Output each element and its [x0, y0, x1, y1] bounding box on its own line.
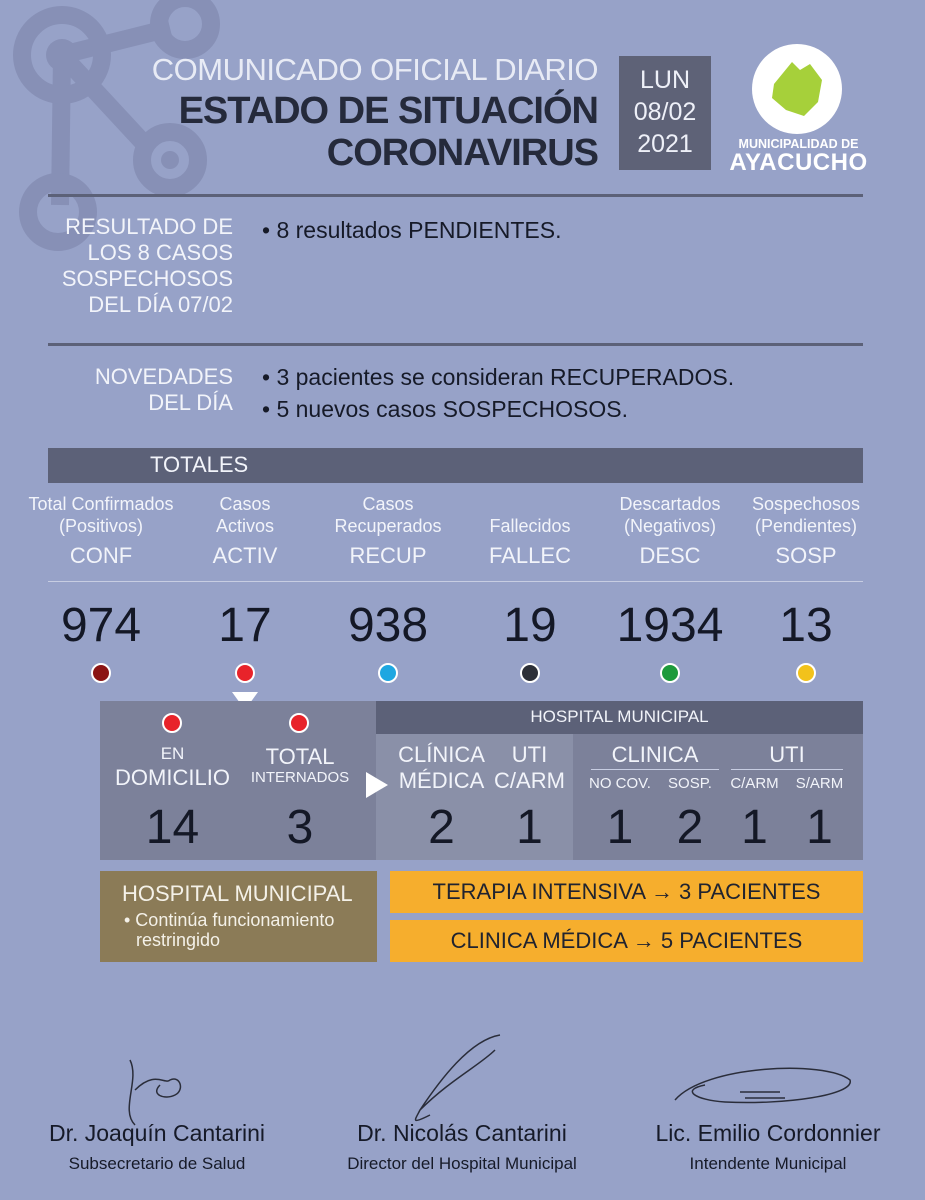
signature-name-3: Lic. Emilio Cordonnier [655, 1120, 881, 1146]
logo-shape-icon [752, 44, 842, 134]
uti-l2: C/ARM [494, 768, 565, 793]
novedades-bullet-1: • 3 pacientes se consideran RECUPERADOS. [262, 364, 735, 390]
total-col-head1: Sospechosos [751, 494, 861, 514]
total-col-value: 13 [779, 599, 833, 652]
clinica-group-line [591, 769, 719, 770]
uti-group-line [731, 769, 843, 770]
municipality-logo [752, 44, 842, 134]
novedades-bullet-2: • 5 nuevos casos SOSPECHOSOS. [262, 396, 628, 422]
total-col-value: 19 [503, 599, 557, 652]
uti-value: 1 [516, 801, 543, 854]
hospital-municipal-bar-label: HOSPITAL MUNICIPAL [530, 707, 709, 726]
total-col-head1: Casos [362, 494, 414, 514]
c-arm-value: 1 [741, 801, 768, 854]
en-domicilio-value: 14 [145, 801, 200, 854]
internados-label-l1: TOTAL [265, 744, 335, 769]
total-col-head2: (Pendientes) [754, 516, 858, 536]
total-col-head1: Casos [219, 494, 271, 514]
clinica-medica-value: 2 [428, 801, 455, 854]
clinica-medica-l1: CLÍNICA [398, 742, 485, 767]
no-cov-value: 1 [606, 801, 634, 854]
uti-group-label: UTI [769, 742, 805, 767]
total-col-value: 974 [60, 599, 142, 652]
total-col-abbr: DESC [639, 543, 701, 568]
totals-divider [48, 581, 863, 582]
novedades-label [40, 364, 233, 416]
sosp-label: SOSP. [668, 775, 712, 792]
resultados-label [40, 214, 233, 318]
total-col-head2: Fallecidos [489, 516, 571, 536]
signature-scribble-1 [110, 1050, 200, 1130]
clinica-medica-label [394, 742, 489, 794]
s-arm-value: 1 [806, 801, 833, 854]
novedades-label-l2: DEL DÍA [148, 390, 233, 415]
en-domicilio-label-l2: DOMICILIO [115, 765, 230, 790]
hospital-status-text-l2: restringido [136, 930, 221, 950]
internados-label-l2: INTERNADOS [250, 769, 350, 786]
signature-name-1: Dr. Joaquín Cantarini [48, 1120, 266, 1146]
total-col-head2: (Negativos) [623, 516, 717, 536]
total-col-value: 17 [218, 599, 272, 652]
date-day: LUN [639, 66, 690, 94]
total-col-head2: (Positivos) [58, 516, 143, 536]
header-title-line1: COMUNICADO OFICIAL DIARIO [151, 52, 598, 87]
total-col-head1: Total Confirmados [28, 494, 174, 514]
date-year: 2021 [637, 130, 693, 158]
status-dot-sosp [796, 663, 816, 683]
status-dot-recup [378, 663, 398, 683]
en-domicilio-label-l1: EN [160, 744, 185, 763]
total-col-head1: Descartados [619, 494, 721, 514]
total-col-abbr: RECUP [349, 543, 427, 568]
total-col-abbr: SOSP [775, 543, 837, 568]
logo-text-line1: MUNICIPALIDAD DE [738, 137, 859, 151]
internados-value: 3 [286, 801, 314, 854]
resultados-label-l3: SOSPECHOSOS [61, 266, 233, 291]
hospital-status-text [124, 910, 374, 950]
logo-text-line2: AYACUCHO [729, 149, 868, 176]
uti-label [492, 742, 567, 794]
status-dot-conf [91, 663, 111, 683]
total-col-abbr: FALLEC [489, 543, 571, 568]
date-box [619, 56, 711, 170]
signature-scribble-2 [400, 1030, 520, 1130]
divider [48, 343, 863, 346]
c-arm-label: C/ARM [730, 775, 779, 792]
hospital-status-title: HOSPITAL MUNICIPAL [122, 881, 353, 906]
clinica-medica-box: CLINICA MÉDICA → 5 PACIENTES [390, 920, 863, 962]
status-dot-desc [660, 663, 680, 683]
signature-scribble-3 [665, 1060, 865, 1120]
date-day-month: 08/02 [633, 98, 697, 126]
domicilio-dot [162, 713, 182, 733]
no-cov-label: NO COV. [589, 775, 651, 792]
arrow-right-icon [364, 770, 390, 800]
resultados-bullet: • 8 resultados PENDIENTES. [262, 217, 562, 243]
novedades-label-l1: NOVEDADES [94, 364, 233, 389]
signature-role-2: Director del Hospital Municipal [347, 1154, 577, 1173]
sosp-value: 2 [676, 801, 704, 854]
total-col-value: 938 [347, 599, 429, 652]
total-col-abbr: CONF [69, 543, 133, 568]
total-col-head2: Recuperados [334, 516, 442, 536]
status-dot-activ [235, 663, 255, 683]
status-dot-fallec [520, 663, 540, 683]
signature-role-1: Subsecretario de Salud [68, 1154, 246, 1173]
clinica-medica-l2: MÉDICA [398, 768, 485, 793]
header-title-line3: CORONAVIRUS [326, 132, 598, 174]
s-arm-label: S/ARM [795, 775, 844, 792]
clinica-group-label: CLINICA [611, 742, 699, 767]
totales-label: TOTALES [150, 452, 249, 477]
total-col-value: 1934 [616, 599, 724, 652]
total-col-head2: Activos [215, 516, 275, 536]
header-title-line2: ESTADO DE SITUACIÓN [178, 90, 598, 132]
resultados-label-l2: LOS 8 CASOS [87, 240, 233, 265]
signature-role-3: Intendente Municipal [689, 1154, 847, 1173]
resultados-label-l4: DEL DÍA 07/02 [88, 292, 233, 317]
internados-dot [289, 713, 309, 733]
resultados-label-l1: RESULTADO DE [65, 214, 233, 239]
divider [48, 194, 863, 197]
hospital-status-text-l1: • Continúa funcionamiento [124, 910, 335, 930]
signature-name-2: Dr. Nicolás Cantarini [357, 1120, 567, 1146]
total-col-abbr: ACTIV [212, 543, 278, 568]
terapia-intensiva-box: TERAPIA INTENSIVA → 3 PACIENTES [390, 871, 863, 913]
uti-l1: UTI [511, 742, 548, 767]
